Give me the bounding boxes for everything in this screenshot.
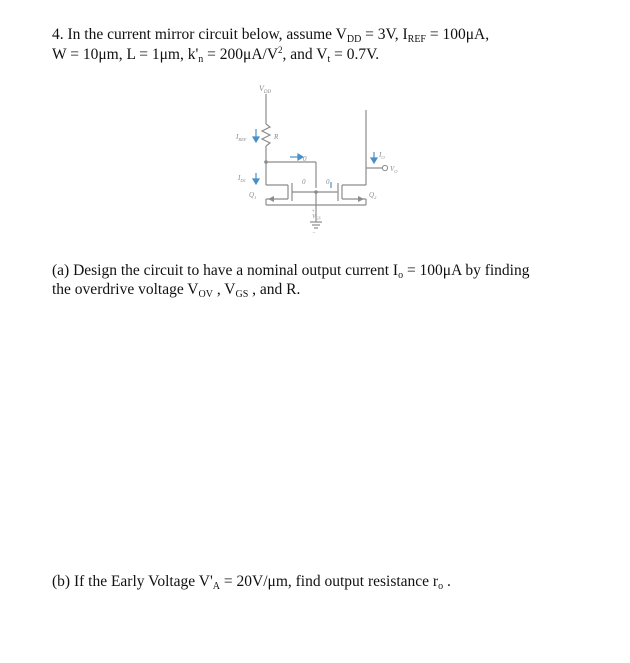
squared-superscript: 2 [278,45,283,55]
id1-label-sub: D1 [240,178,246,183]
problem-text: = 0.7V. [330,46,380,63]
part-b-line-1 [52,572,612,591]
iref-label-sub: REF [238,137,247,142]
drain-node-dot [264,160,268,164]
vdd-label-sub: DD [263,90,272,95]
output-terminal [382,165,387,170]
iref-label: I [236,133,239,141]
problem-line-1 [52,25,612,45]
q1-source-arrow [268,196,274,202]
part-b-question [52,572,612,591]
svg-text:VO [390,165,398,174]
io-subscript: o [398,270,404,281]
problem-text: = 3V, I [361,26,408,43]
svg-text:Q2 [369,191,377,200]
id1-label: I [238,174,241,182]
part-a-text: = 100μA by finding [403,262,530,279]
problem-number: 4. [52,26,64,43]
vo-label: V [390,165,395,173]
svg-text:VDD [259,84,272,95]
vgs-label-sub: GS [315,215,321,221]
vov-subscript: OV [198,289,213,300]
vgs-subscript: GS [235,289,249,300]
vdd-subscript: DD [346,34,362,45]
part-a-line-1 [52,261,612,280]
kn-subscript: n [198,54,204,65]
svg-text:IREF [235,133,247,142]
resistor-label: R [274,133,279,141]
q2-label-sub: 2 [374,195,377,200]
vdd-label: V [259,84,264,93]
vgs-plus: + [311,209,316,215]
q2-source-arrow [358,196,364,202]
svg-text:Q1 [249,191,256,200]
io-label: I [379,151,382,159]
vgs-label: V [312,214,316,220]
problem-text: = 100μA, [426,26,490,43]
svg-text:IO [378,151,385,160]
ro-subscript: o [438,581,444,592]
part-a-question [52,261,612,299]
gate-node-dot [314,190,318,194]
part-b-text: (b) If the Early Voltage V' [52,573,213,590]
q2-label: Q [369,191,375,199]
iref-subscript: REF [407,34,426,45]
part-a-text: (a) Design the circuit to have a nominal output current I [52,262,399,279]
q2-gate-current-zero: 0 [326,178,330,186]
current-mirror-diagram [228,82,398,247]
problem-text: = 200μA/V [203,46,279,63]
io-label-sub: O [381,155,385,160]
problem-line-2 [52,45,612,65]
svg-text:VGS [312,214,321,221]
part-a-text: , and R. [248,281,301,298]
id1-arrow-head [253,179,259,184]
part-b-text: = 20V/μm, find output resistance r [220,573,439,590]
gate-current-zero: 0 [303,155,307,163]
part-a-text: the overdrive voltage V [52,281,199,298]
part-a-line-2 [52,280,612,299]
vgs-minus: − [312,230,317,236]
va-subscript: A [212,581,221,592]
vo-label-sub: O [394,169,398,174]
io-arrow-head [371,158,377,163]
problem-text: In the current mirror circuit below, assume V [63,26,347,43]
iref-arrow-head [253,137,259,142]
part-b-text: . [443,573,451,590]
q1-gate-current-zero: 0 [302,178,306,186]
part-a-text: , V [212,281,236,298]
problem-text: W = 10μm, L = 1μm, k' [52,46,199,63]
problem-text: , and V [282,46,328,63]
q1-label-sub: 1 [254,195,257,200]
vt-subscript: t [327,54,331,65]
problem-statement [52,25,612,65]
circuit-svg [228,82,398,247]
svg-text:ID1 [237,174,246,183]
resistor-symbol [262,124,270,146]
q1-label: Q [249,191,255,199]
